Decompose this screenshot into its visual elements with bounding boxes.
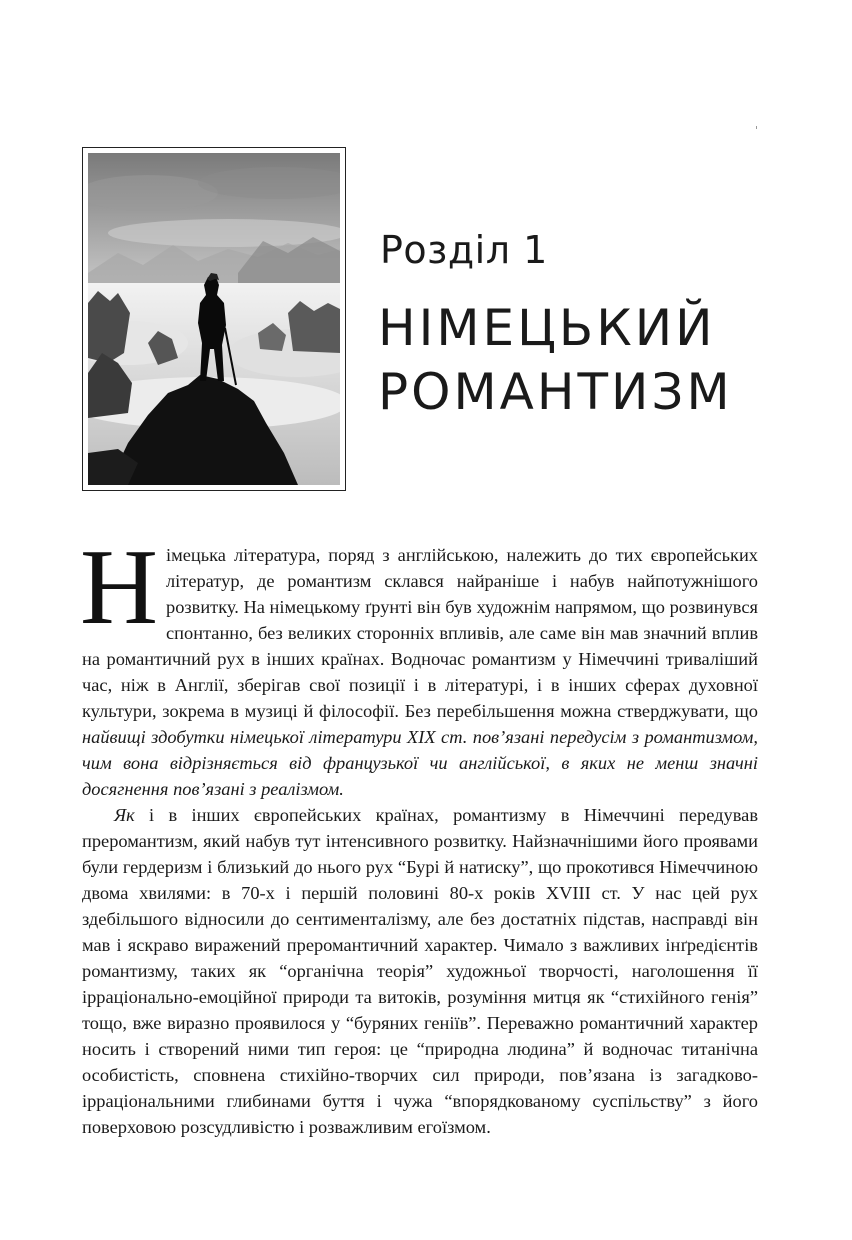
chapter-title [378, 296, 838, 424]
chapter-title-line-2: РОМАНТИЗМ [378, 363, 733, 421]
chapter-illustration [82, 147, 346, 491]
paragraph-2 [82, 802, 758, 1140]
paragraph-1-emphasis: найвищі здобутки німецької літератури XIX ст. пов’язані передусім з романтизмом, чим вона відрізняється від французької чи англійської, в яких не менш значні досягнення пов’язані з реалізмом. [82, 727, 758, 799]
paragraph-1-text: імецька література, поряд з англійською, належить до тих європейських літератур, де романтизм склався найраніше і набув найпотужнішого розвитку. На німецькому ґрунті він був художнім напрямом, що розвинувся спонтанно, без великих сторонніх впливів, але саме він мав значний вплив на романтичний рух в інших країнах. Водночас романтизм у Німеччині триваліший час, ніж в Англії, зберігав свої позиції і в літературі, і в інших сферах духовної культури, зокрема в музиці й філософії. Без перебільшення можна стверджувати, що [82, 545, 758, 721]
wanderer-illustration-icon [88, 153, 340, 485]
paragraph-2-emphasis: Як [114, 805, 135, 825]
paragraph-2-text: і в інших європейських країнах, романтизму в Німеччині передував преромантизм, який набув тут інтенсивного розвитку. Найзначнішими його проявами були гердеризм і близький до нього рух “Бурі й натиску”, що прокотився Німеччиною двома хвилями: в 70-х і першій половині 80-х років XVIII ст. У нас цей рух здебільшого відносили до сентименталізму, але без достатніх підстав, насправді він мав і яскраво виражений преромантичний характер. Чимало з важливих інґредієнтів романтизму, таких як “органічна теорія” художньої творчості, наголошення її ірраціонально-емоційної природи та витоків, розуміння митця як “стихійного генія” тощо, вже виразно проявилося у “буряних геніїв”. Переважно романтичний характер носить і створений ними тип героя: це “природна людина” й водночас титанічна особистість, сповнена стихійно-творчих сил природи, пов’язана із загадково-ірраціональними глибинами буття і чужа “впорядкованому суспільству” з його поверховою розсудливістю і розважливим егоїзмом. [82, 805, 758, 1137]
drop-cap: Н [80, 528, 158, 647]
chapter-label: Розділ 1 [380, 228, 548, 272]
chapter-title-line-1: НІМЕЦЬКИЙ [378, 299, 716, 357]
wanderer-fog-image [88, 153, 340, 485]
page-corner-mark [756, 126, 757, 129]
body-text [80, 528, 758, 1140]
paragraph-1 [80, 528, 758, 802]
